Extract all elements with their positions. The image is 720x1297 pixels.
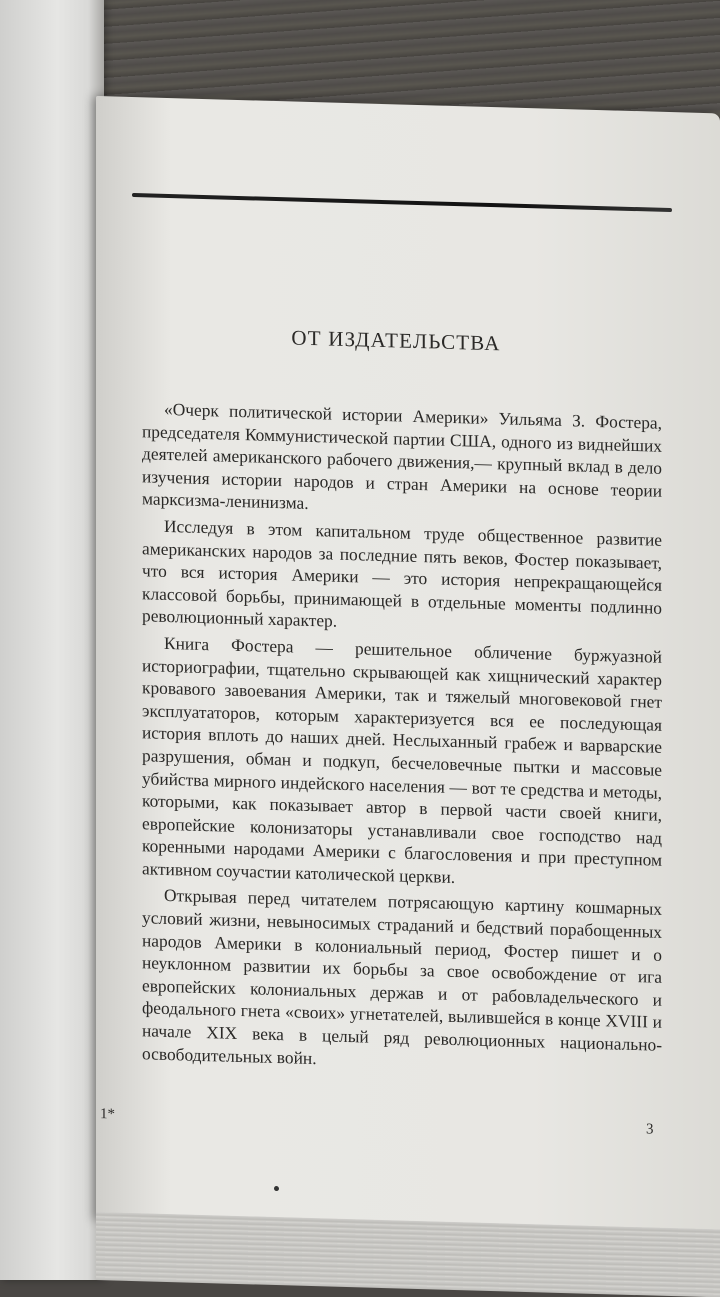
paragraph-1: «Очерк политической истории Америки» Уильяма З. Фостера, председателя Коммунистической партии США, одного из виднейших деятелей американского рабочего движения,— крупный вклад в дело изучения истории народов и стран Америки на основе теории марксизма-ленинизма.: [142, 398, 662, 514]
ink-dot: [274, 1186, 279, 1191]
paragraph-2: Исследуя в этом капитальном труде общественное развитие американских народов за последние пять веков, Фостер показывает, что вся история Америки — это история непрекращающейся классовой борьбы, принимающей в отдельные моменты подлинно революционный характер.: [142, 515, 662, 632]
left-page-edge: [0, 0, 104, 1280]
page-heading: ОТ ИЗДАТЕЛЬСТВА: [291, 325, 501, 356]
book-page: [96, 96, 720, 1237]
paragraph-3: Книга Фостера — решительное обличение буржуазной историографии, тщательно скрывающей как хищнический характер кровавого завоевания Америки, так и тяжелый многовековой гнет эксплуататоров, которым характеризуется вся ее последующая история вплоть до наших дней. Неслыханный грабеж и варварские разрушения, обман и подкуп, бесчеловечные пытки и массовые убийства мирного индейского населения — вот те средства и методы, которыми, как показывает автор в первой части своей книги, европейские колонизаторы устанавливали свое господство над коренными народами Америки с благословения и при преступном активном соучастии католической церкви.: [142, 632, 662, 887]
paragraph-4: Открывая перед читателем потрясающую картину кошмарных условий жизни, невыносимых страданий и бедствий порабощенных народов Америки в колониальный период, Фостер пишет и о неуклонном развитии их борьбы за свое освобождение от ига европейских колониальных держав и от рабовладельческого и феодального гнета «своих» угнетателей, вылившейся в конце XVIII и начале XIX века в целый ряд революционных национально-освободительных войн.: [142, 885, 662, 1068]
signature-mark: 1*: [100, 1106, 115, 1123]
page-number: 3: [646, 1121, 654, 1138]
body-text: [142, 397, 662, 1079]
header-rule: [132, 193, 672, 212]
